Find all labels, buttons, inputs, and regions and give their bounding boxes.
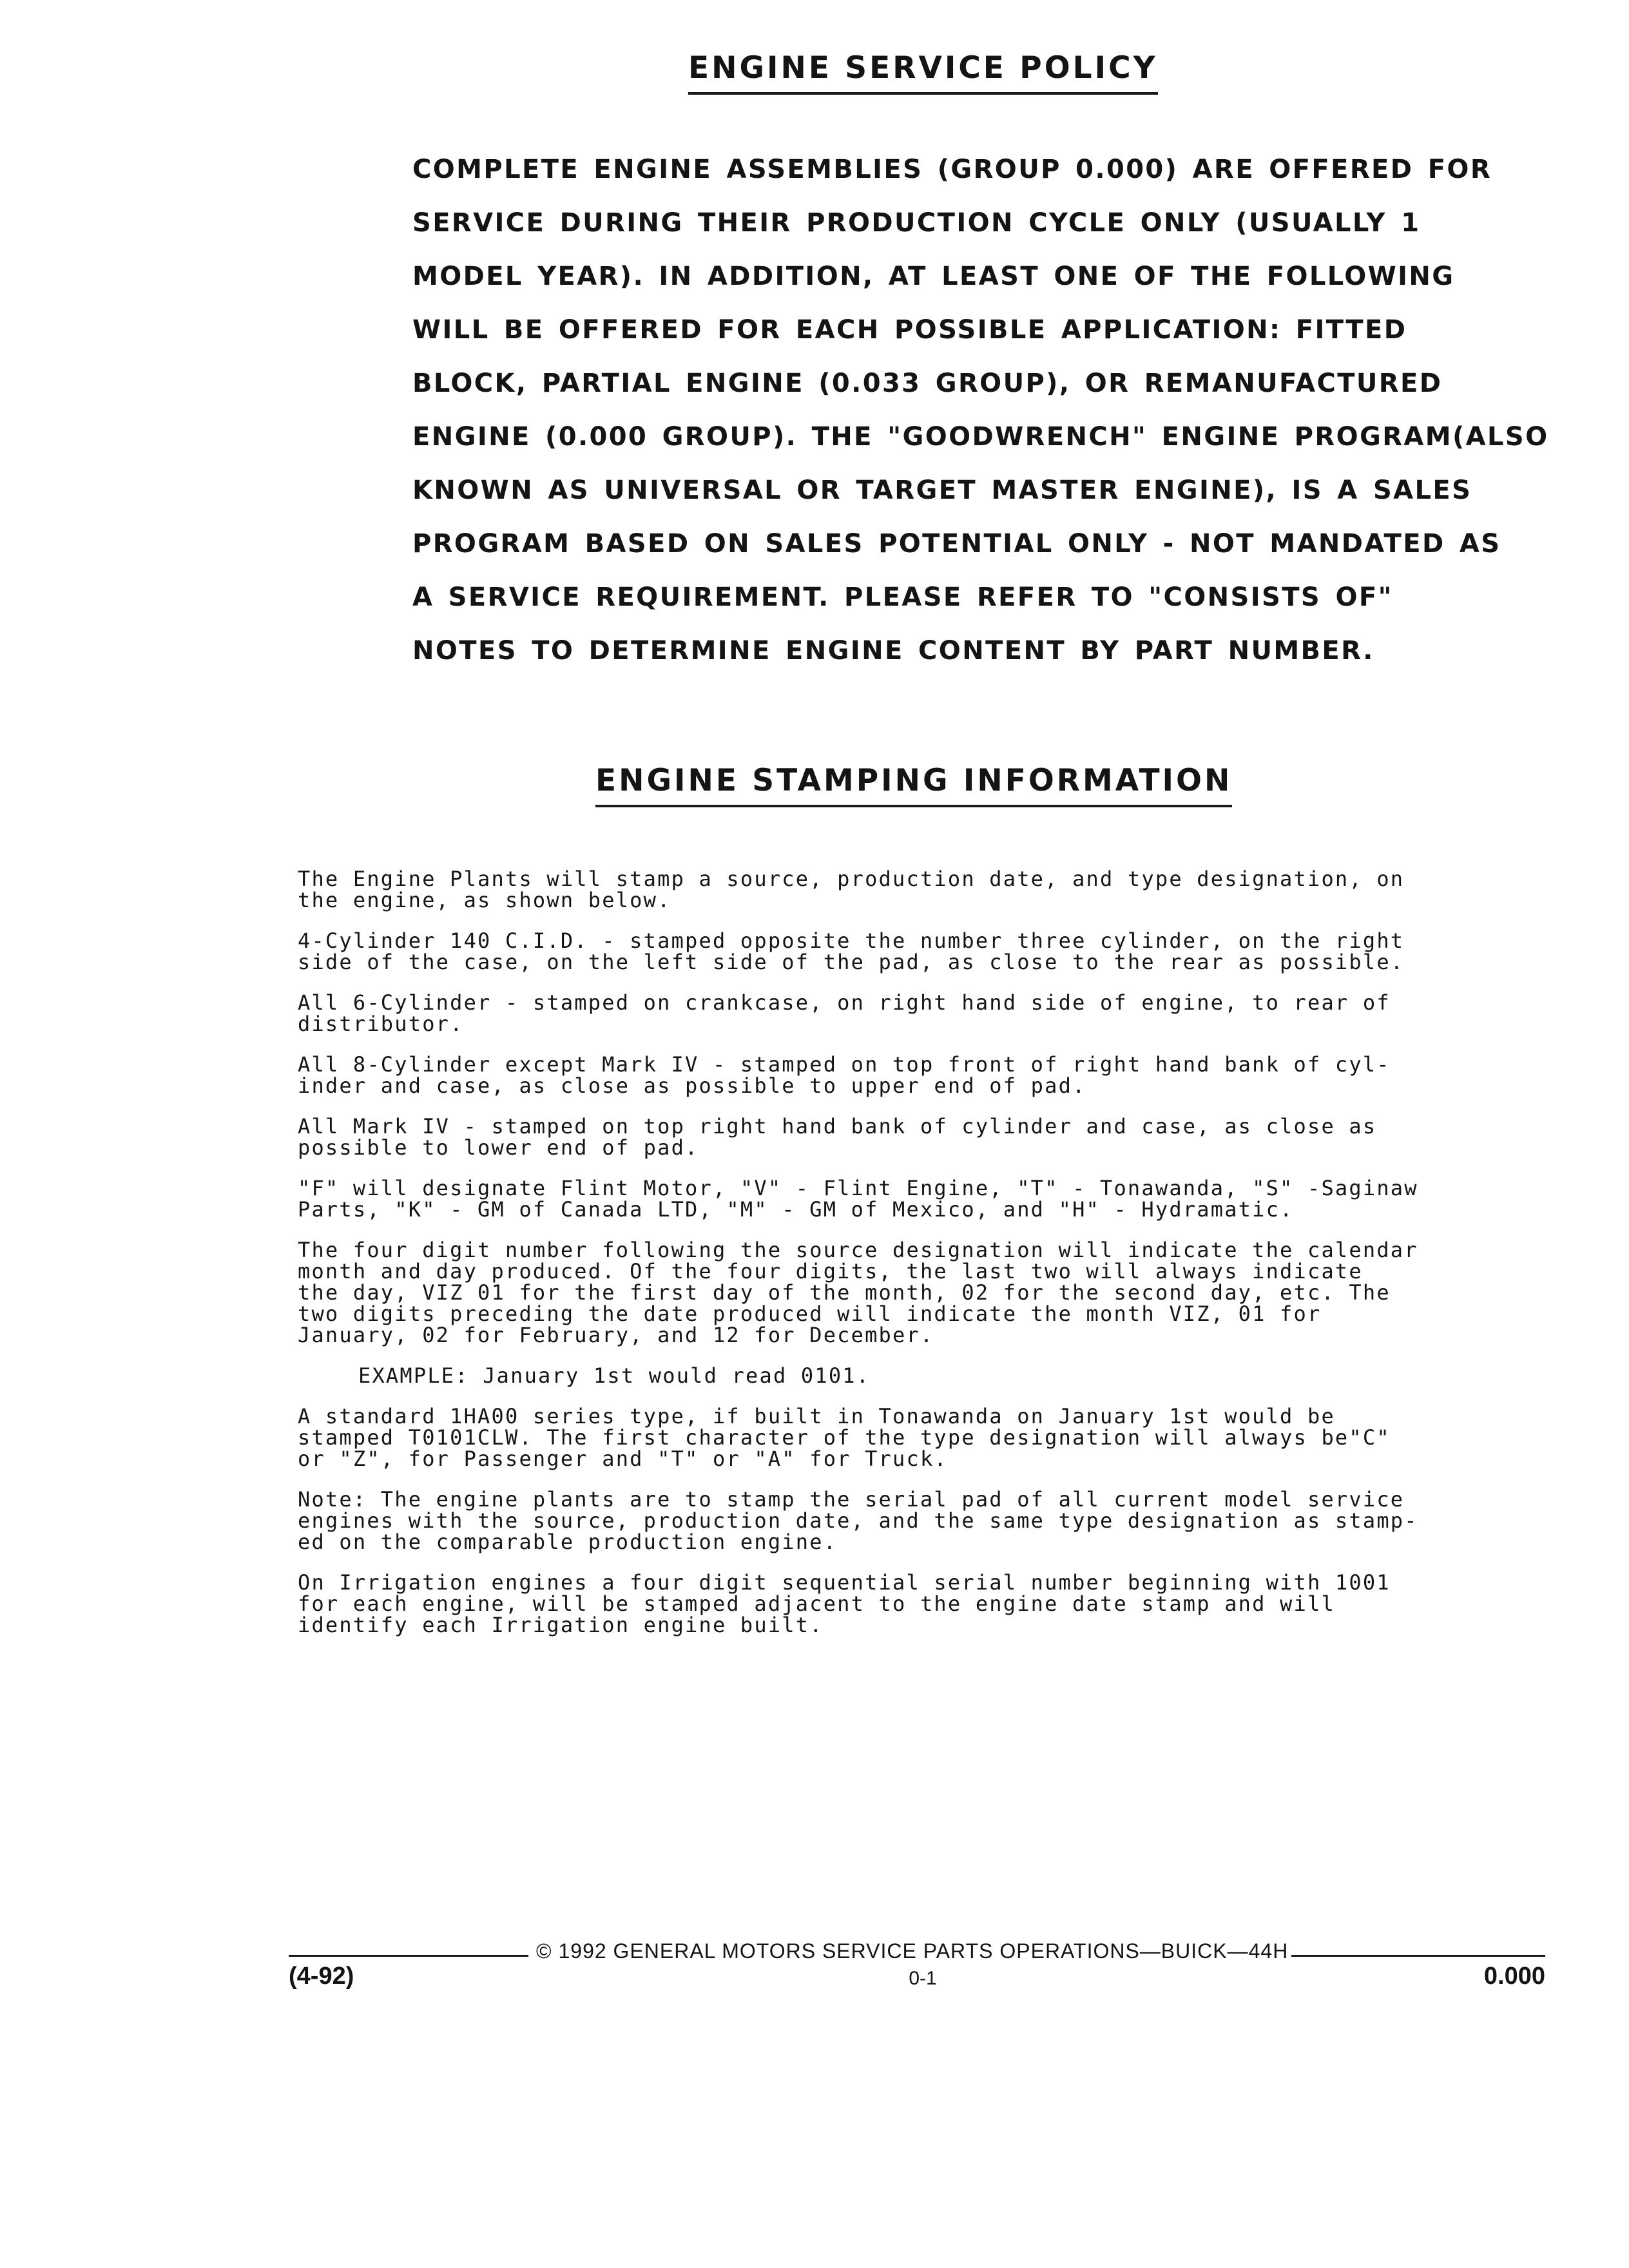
- stamping-line: the engine, as shown below.: [298, 888, 671, 912]
- policy-line: SERVICE DURING THEIR PRODUCTION CYCLE ONLY (USUALLY 1: [412, 208, 1421, 238]
- stamping-line: The Engine Plants will stamp a source, production date, and type designation, on: [298, 867, 1405, 891]
- policy-line: A SERVICE REQUIREMENT. PLEASE REFER TO "CONSISTS OF": [412, 582, 1393, 612]
- stamping-line: inder and case, as close as possible to upper end of pad.: [298, 1073, 1086, 1098]
- stamping-line: month and day produced. Of the four digits, the last two will always indicate: [298, 1259, 1363, 1283]
- stamping-line: The four digit number following the source designation will indicate the calendar: [298, 1238, 1418, 1262]
- policy-line: COMPLETE ENGINE ASSEMBLIES (GROUP 0.000) ARE OFFERED FOR: [412, 155, 1492, 184]
- stamping-line: possible to lower end of pad.: [298, 1135, 699, 1160]
- policy-line: MODEL YEAR). IN ADDITION, AT LEAST ONE OF THE FOLLOWING: [412, 262, 1455, 291]
- engine-service-policy-body: [412, 143, 1559, 678]
- stamping-line: Note: The engine plants are to stamp the serial pad of all current model service: [298, 1487, 1405, 1512]
- stamping-line: distributor.: [298, 1012, 464, 1036]
- page-footer: [289, 1934, 1545, 1992]
- stamping-line: ed on the comparable production engine.: [298, 1530, 838, 1554]
- stamping-paragraph: [298, 1116, 1561, 1158]
- title-underline: [688, 92, 1158, 95]
- stamping-line: two digits preceding the date produced will indicate the month VIZ, 01 for: [298, 1302, 1322, 1326]
- footer-rule: [1291, 1955, 1545, 1957]
- stamping-line: "F" will designate Flint Motor, "V" - Flint Engine, "T" - Tonawanda, "S" -Saginaw: [298, 1176, 1418, 1200]
- example-paragraph: [298, 1365, 1561, 1387]
- stamping-paragraph: [298, 1406, 1561, 1470]
- footer-rule: [289, 1955, 528, 1957]
- stamping-line: A standard 1HA00 series type, if built in Tonawanda on January 1st would be: [298, 1404, 1335, 1428]
- stamping-line: or "Z", for Passenger and "T" or "A" for Truck.: [298, 1446, 948, 1471]
- stamping-line: January, 02 for February, and 12 for December.: [298, 1323, 934, 1347]
- stamping-line: 4-Cylinder 140 C.I.D. - stamped opposite the number three cylinder, on the right: [298, 928, 1405, 953]
- footer-date-code: (4-92): [289, 1963, 354, 1990]
- stamping-line: engines with the source, production date, and the same type designation as stamp-: [298, 1508, 1418, 1533]
- stamping-paragraph: [298, 1054, 1561, 1097]
- stamping-line: All 8-Cylinder except Mark IV - stamped on top front of right hand bank of cyl-: [298, 1052, 1391, 1077]
- policy-line: ENGINE (0.000 GROUP). THE "GOODWRENCH" ENGINE PROGRAM(ALSO: [412, 422, 1549, 452]
- stamping-paragraph: [298, 869, 1561, 911]
- stamping-line: On Irrigation engines a four digit sequential serial number beginning with 1001: [298, 1570, 1391, 1595]
- stamping-line: the day, VIZ 01 for the first day of the month, 02 for the second day, etc. The: [298, 1280, 1391, 1305]
- policy-line: BLOCK, PARTIAL ENGINE (0.033 GROUP), OR REMANUFACTURED: [412, 369, 1443, 398]
- title-underline: [595, 805, 1232, 807]
- stamping-line: EXAMPLE: January 1st would read 0101.: [358, 1363, 871, 1388]
- stamping-paragraph: [298, 1240, 1561, 1346]
- stamping-line: stamped T0101CLW. The first character of the type designation will always be"C": [298, 1425, 1391, 1450]
- footer-group-code: 0.000: [1483, 1963, 1545, 1990]
- stamping-paragraph: [298, 1572, 1561, 1636]
- stamping-paragraph: [298, 1489, 1561, 1553]
- stamping-paragraph: [298, 1178, 1561, 1220]
- stamping-line: Parts, "K" - GM of Canada LTD, "M" - GM of Mexico, and "H" - Hydramatic.: [298, 1197, 1294, 1222]
- engine-stamping-information-title: ENGINE STAMPING INFORMATION: [595, 763, 1232, 798]
- stamping-line: identify each Irrigation engine built.: [298, 1613, 824, 1637]
- policy-line: NOTES TO DETERMINE ENGINE CONTENT BY PART NUMBER.: [412, 636, 1374, 666]
- footer-copyright: © 1992 GENERAL MOTORS SERVICE PARTS OPERATIONS—BUICK—44H: [536, 1939, 1289, 1963]
- engine-service-policy-title: ENGINE SERVICE POLICY: [688, 50, 1158, 86]
- stamping-paragraph: [298, 992, 1561, 1035]
- engine-stamping-body: [298, 869, 1561, 1655]
- policy-line: WILL BE OFFERED FOR EACH POSSIBLE APPLICATION: FITTED: [412, 315, 1407, 345]
- stamping-line: All Mark IV - stamped on top right hand bank of cylinder and case, as close as: [298, 1114, 1377, 1139]
- stamping-line: All 6-Cylinder - stamped on crankcase, on right hand side of engine, to rear of: [298, 990, 1391, 1015]
- footer-page-number: 0-1: [909, 1968, 937, 1989]
- stamping-line: for each engine, will be stamped adjacent to the engine date stamp and will: [298, 1591, 1335, 1616]
- policy-line: PROGRAM BASED ON SALES POTENTIAL ONLY - NOT MANDATED AS: [412, 529, 1501, 559]
- stamping-line: side of the case, on the left side of the pad, as close to the rear as possible.: [298, 950, 1405, 974]
- policy-line: KNOWN AS UNIVERSAL OR TARGET MASTER ENGINE), IS A SALES: [412, 476, 1472, 505]
- stamping-paragraph: [298, 930, 1561, 973]
